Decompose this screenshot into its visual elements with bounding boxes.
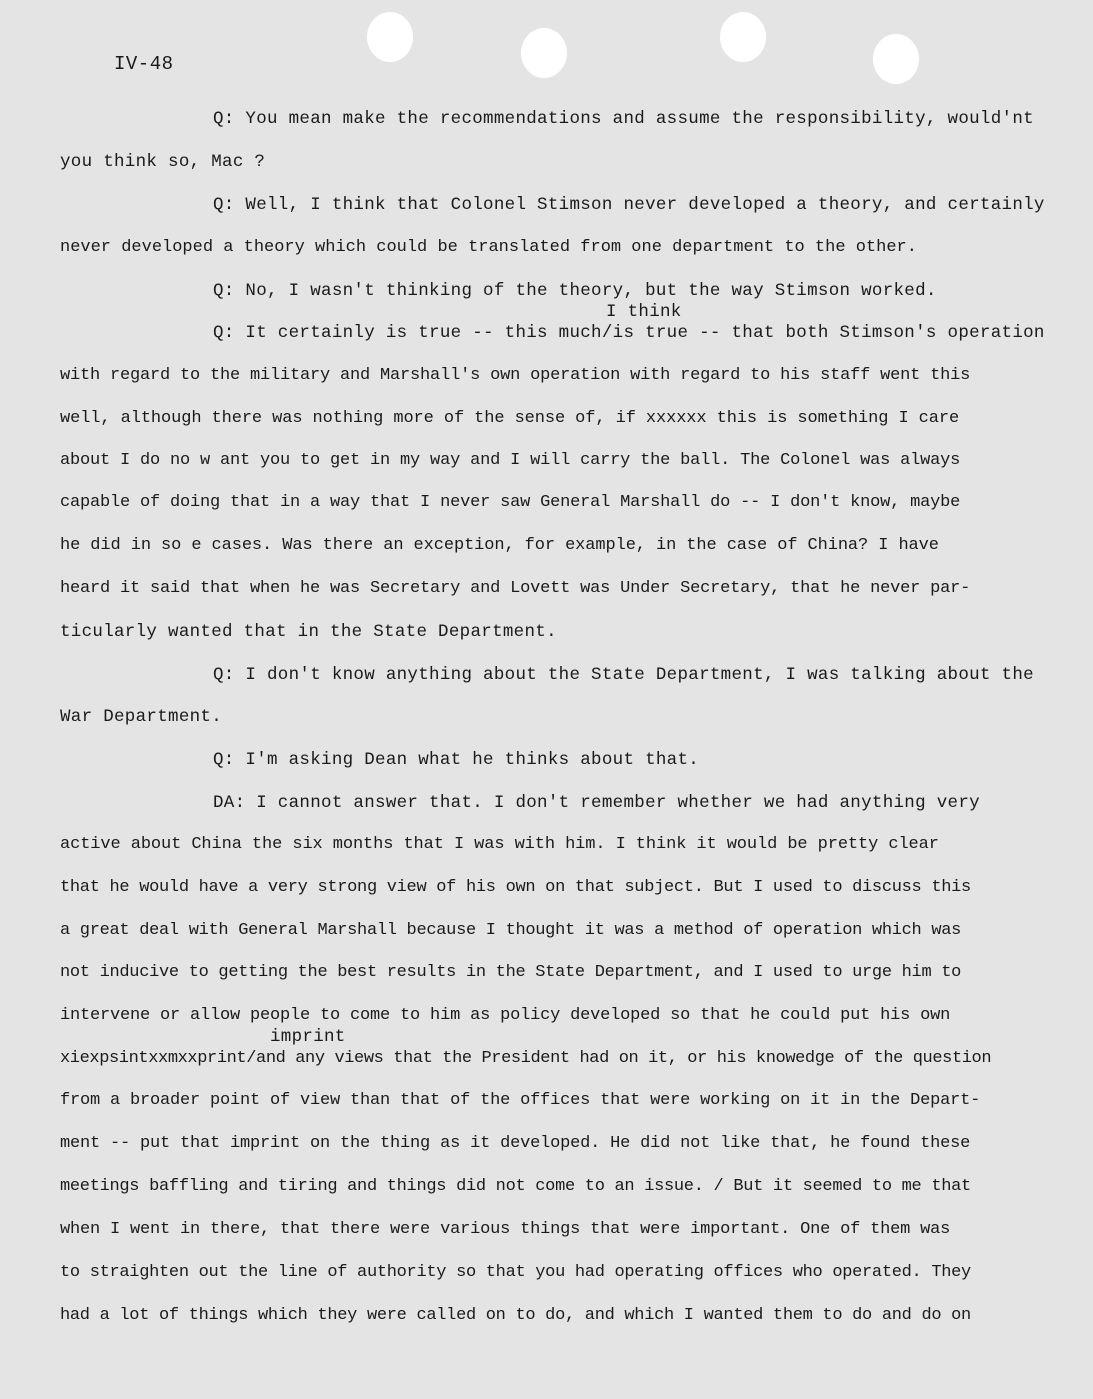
punch-hole [367,12,413,62]
text-line: Q: It certainly is true -- this much/is true -- that both Stimson's operation [213,323,1045,343]
text-line: not inducive to getting the best results in the State Department, and I used to urge him to [60,963,962,982]
text-line: never developed a theory which could be translated from one department to the other. [60,238,917,257]
text-line: intervene or allow people to come to him as policy developed so that he could put his own [60,1006,951,1025]
text-line: from a broader point of view than that of the offices that were working on it in the Depart- [60,1091,981,1110]
text-line: heard it said that when he was Secretary and Lovett was Under Secretary, that he never par- [60,579,971,598]
text-line: Q: I don't know anything about the State Department, I was talking about the [213,665,1034,685]
handwritten-insertion: I think [606,302,682,322]
text-line: active about China the six months that I was with him. I think it would be pretty clear [60,835,939,854]
punch-hole [521,28,567,78]
text-line: xiexpsintxxmxxprint/and any views that the President had on it, or his knowedge of the question [60,1049,992,1068]
text-line: with regard to the military and Marshall's own operation with regard to his staff went this [60,366,971,385]
text-line: well, although there was nothing more of the sense of, if xxxxxx this is something I care [60,409,960,428]
text-line: War Department. [60,707,223,727]
handwritten-insertion: imprint [270,1027,346,1047]
text-line: meetings baffling and tiring and things did not come to an issue. / But it seemed to me that [60,1177,971,1196]
text-line: Q: No, I wasn't thinking of the theory, but the way Stimson worked. [213,281,937,301]
text-line: had a lot of things which they were called on to do, and which I wanted them to do and do on [60,1306,971,1325]
text-line: a great deal with General Marshall because I thought it was a method of operation which was [60,921,962,940]
text-line: Q: You mean make the recommendations and assume the responsibility, would'nt [213,109,1034,129]
text-line: to straighten out the line of authority so that you had operating offices who operated. They [60,1263,971,1282]
text-line: about I do no w ant you to get in my way and I will carry the ball. The Colonel was always [60,451,961,470]
text-line: ment -- put that imprint on the thing as it developed. He did not like that, he found these [60,1134,971,1153]
punch-hole [873,34,919,84]
text-line: he did in so e cases. Was there an exception, for example, in the case of China? I have [60,536,939,555]
text-line: ticularly wanted that in the State Department. [60,622,557,642]
text-line: DA: I cannot answer that. I don't remember whether we had anything very [213,793,980,813]
text-line: that he would have a very strong view of his own on that subject. But I used to discuss this [60,878,971,897]
page-number: IV-48 [114,53,174,75]
text-line: when I went in there, that there were various things that were important. One of them was [60,1220,951,1239]
text-line: Q: I'm asking Dean what he thinks about that. [213,750,700,770]
text-line: capable of doing that in a way that I never saw General Marshall do -- I don't know, maybe [60,493,961,512]
punch-hole [720,12,766,62]
text-line: you think so, Mac ? [60,152,266,172]
text-line: Q: Well, I think that Colonel Stimson never developed a theory, and certainly [213,195,1045,215]
